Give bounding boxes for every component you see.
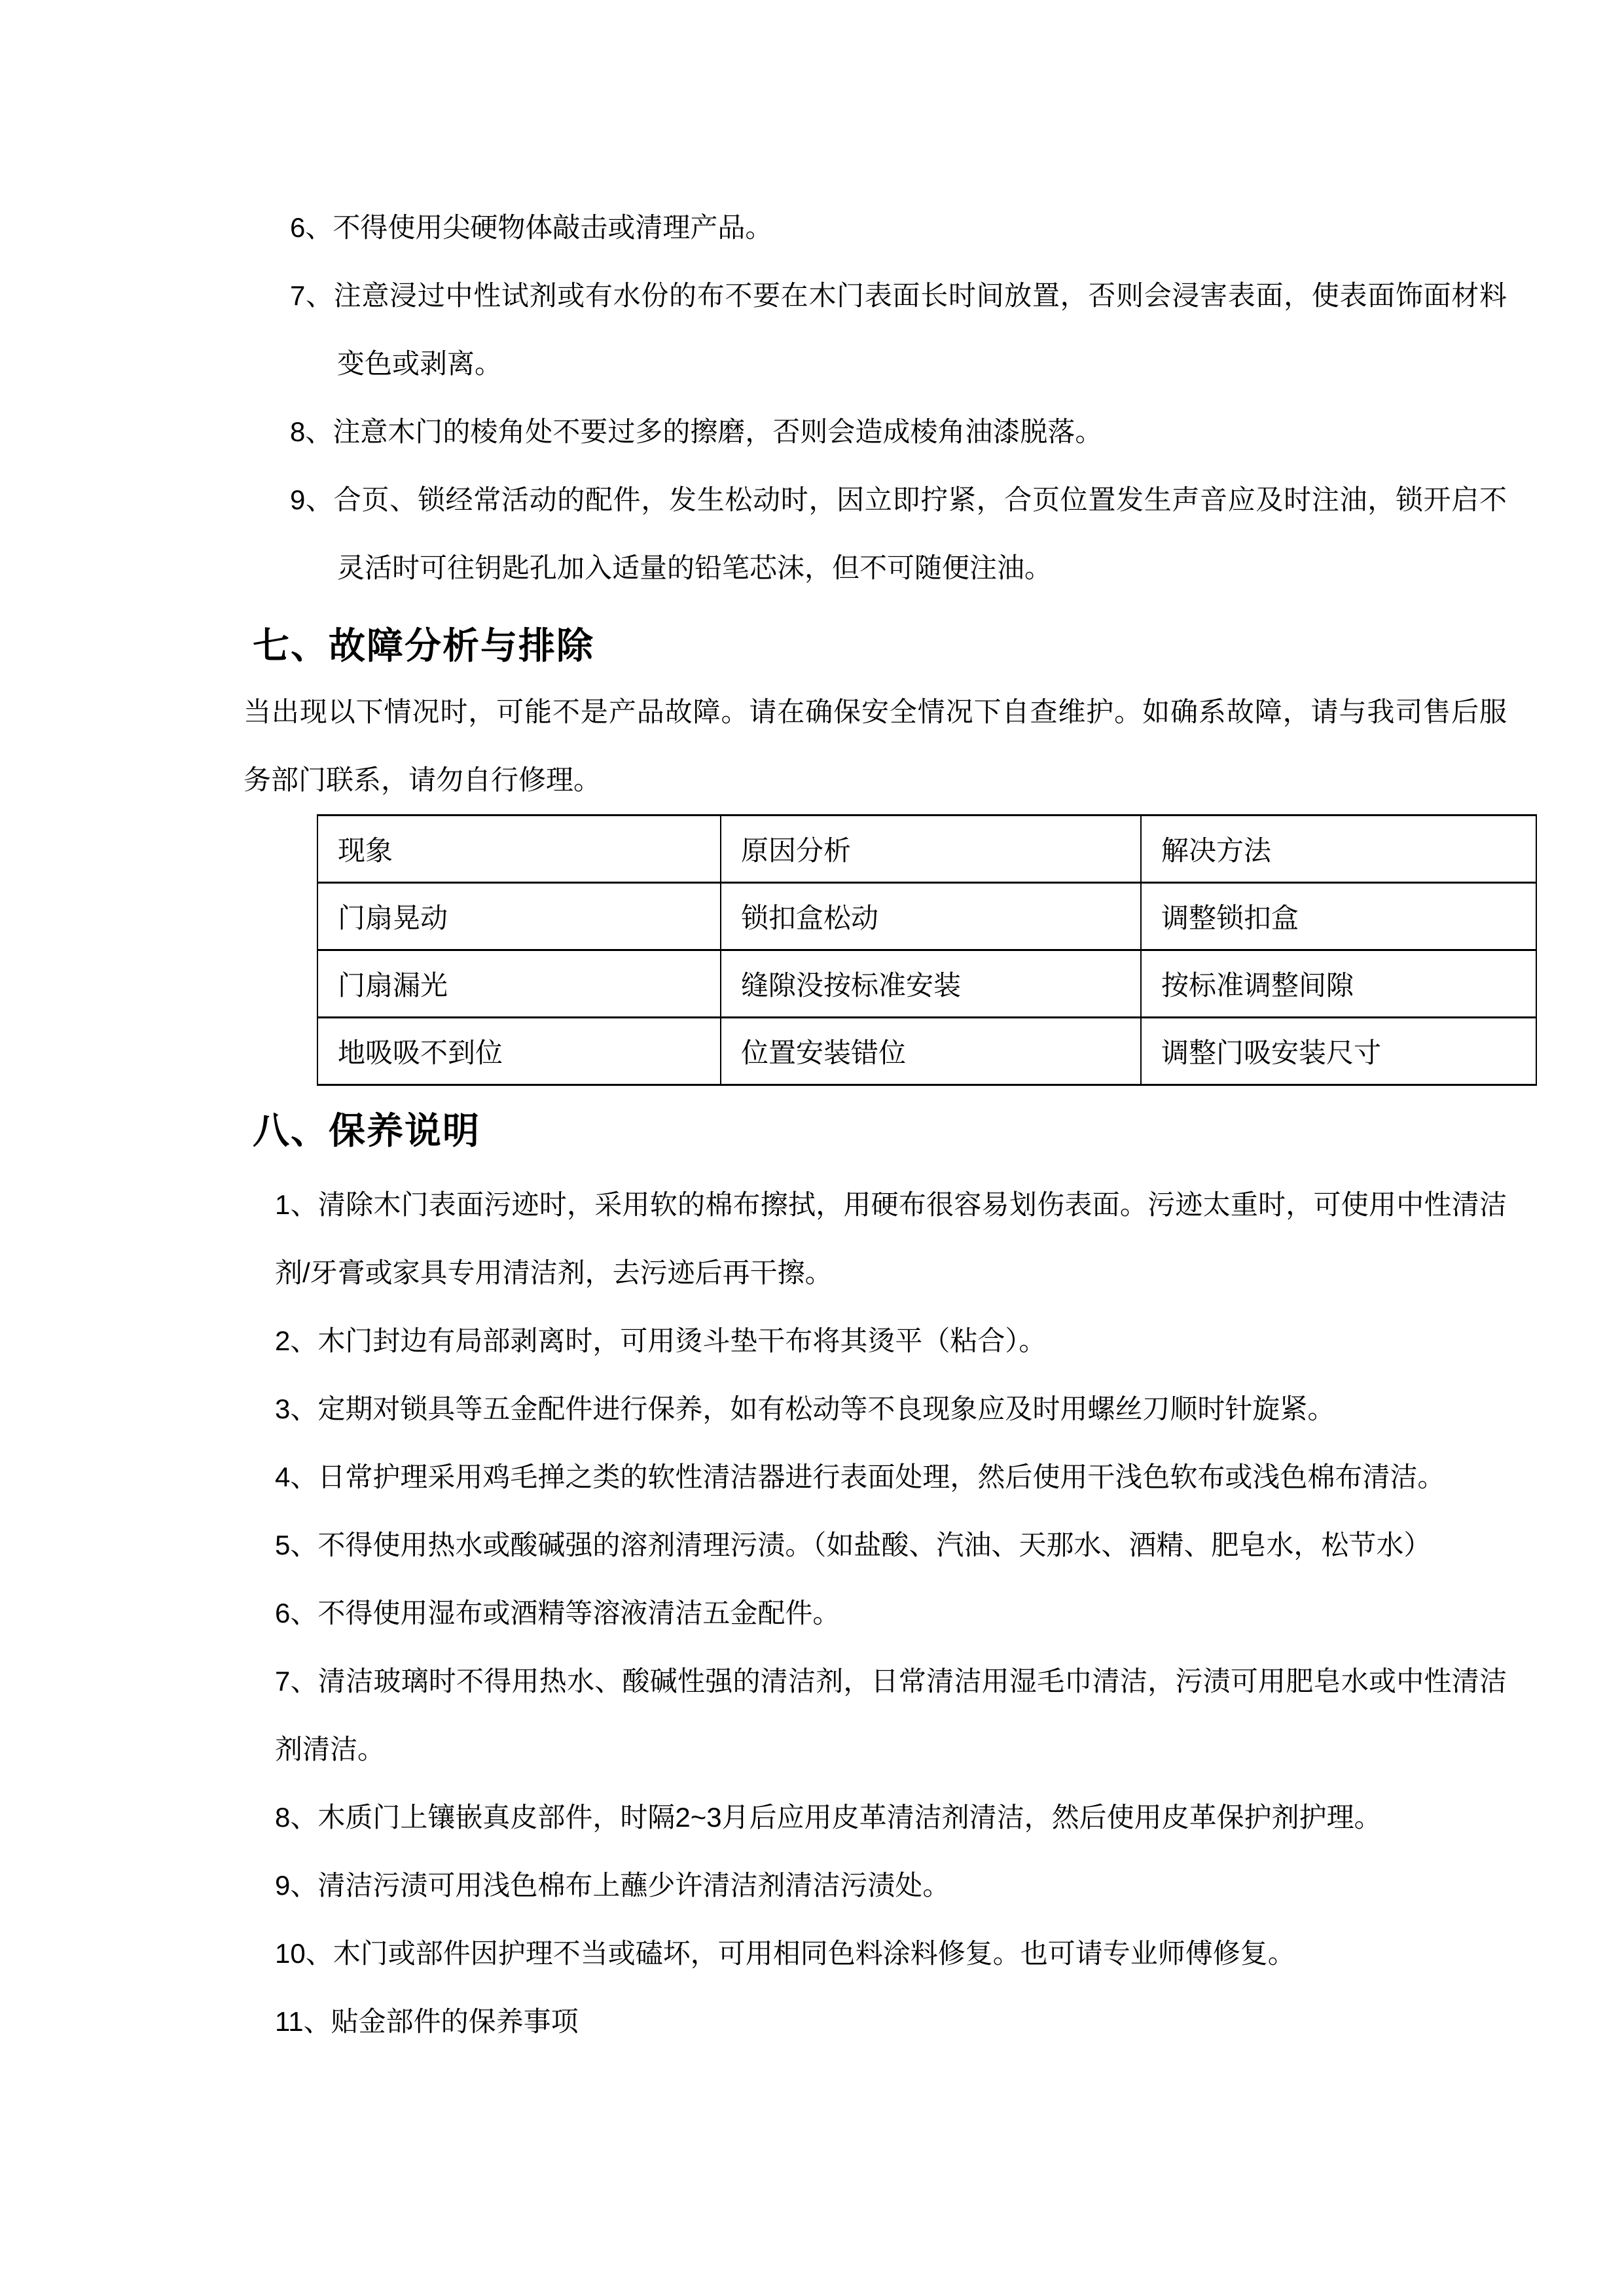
- table-header-cell: 现象: [317, 816, 721, 883]
- item-text: 不得使用热水或酸碱强的溶剂清理污渍。（如盐酸、汽油、天那水、酒精、肥皂水，松节水）: [317, 1530, 1432, 1560]
- item-text: 贴金部件的保养事项: [331, 2006, 579, 2037]
- list-item: [290, 194, 1507, 262]
- item-text: 注意浸过中性试剂或有水份的布不要在木门表面长时间放置，否则会浸害表面，使表面饰面材料变色或剥离。: [333, 280, 1507, 379]
- item-text: 清洁玻璃时不得用热水、酸碱性强的清洁剂，日常清洁用湿毛巾清洁，污渍可用肥皂水或中性清洁剂清洁。: [275, 1666, 1507, 1765]
- list-item: [275, 1988, 1507, 2056]
- list-item: [275, 1375, 1507, 1443]
- list-item: [275, 1920, 1507, 1988]
- list-item: [275, 1171, 1507, 1307]
- item-number: 10、: [275, 1938, 333, 1969]
- item-number: 9、: [290, 484, 334, 515]
- item-text: 日常护理采用鸡毛掸之类的软性清洁器进行表面处理，然后使用干浅色软布或浅色棉布清洁。: [317, 1462, 1445, 1492]
- item-text: 清洁污渍可用浅色棉布上蘸少许清洁剂清洁污渍处。: [317, 1870, 950, 1901]
- item-number: 3、: [275, 1393, 318, 1424]
- item-number: 5、: [275, 1530, 318, 1560]
- table-cell: 调整锁扣盒: [1141, 883, 1536, 950]
- fault-table: [317, 814, 1537, 1086]
- table-row: [317, 883, 1536, 950]
- item-text: 清除木门表面污迹时，采用软的棉布擦拭，用硬布很容易划伤表面。污迹太重时，可使用中性清洁剂/牙膏或家具专用清洁剂，去污迹后再干擦。: [275, 1189, 1507, 1288]
- fault-intro-paragraph: 当出现以下情况时，可能不是产品故障。请在确保安全情况下自查维护。如确系故障，请与我司售后服务部门联系，请勿自行修理。: [244, 696, 1507, 795]
- item-text: 不得使用湿布或酒精等溶液清洁五金配件。: [317, 1598, 840, 1628]
- item-text: 合页、锁经常活动的配件，发生松动时，因立即拧紧，合页位置发生声音应及时注油，锁开启不灵活时可往钥匙孔加入适量的铅笔芯沫，但不可随便注油。: [333, 484, 1507, 583]
- item-number: 7、: [275, 1666, 318, 1696]
- list-item: [290, 466, 1507, 602]
- table-header-cell: 原因分析: [721, 816, 1141, 883]
- section-heading-maintenance: 八、保养说明: [253, 1110, 480, 1151]
- table-cell: 按标准调整间隙: [1141, 950, 1536, 1018]
- table-cell: 锁扣盒松动: [721, 883, 1141, 950]
- item-text: 不得使用尖硬物体敲击或清理产品。: [333, 212, 773, 243]
- table-cell: 位置安装错位: [721, 1018, 1141, 1085]
- section-heading-fault-analysis: 七、故障分析与排除: [253, 625, 594, 666]
- item-number: 6、: [290, 212, 333, 243]
- item-text: 定期对锁具等五金配件进行保养，如有松动等不良现象应及时用螺丝刀顺时针旋紧。: [317, 1393, 1335, 1424]
- table-cell: 门扇晃动: [317, 883, 721, 950]
- list-item: [290, 262, 1507, 398]
- item-number: 7、: [290, 280, 334, 311]
- table-cell: 地吸吸不到位: [317, 1018, 721, 1085]
- table-cell: 缝隙没按标准安装: [721, 950, 1141, 1018]
- list-item: [275, 1647, 1507, 1784]
- table-cell: 门扇漏光: [317, 950, 721, 1018]
- list-item: [275, 1307, 1507, 1375]
- list-item: [275, 1511, 1507, 1579]
- item-text: 木门封边有局部剥离时，可用烫斗垫干布将其烫平（粘合）。: [317, 1325, 1047, 1356]
- item-text: 注意木门的棱角处不要过多的擦磨，否则会造成棱角油漆脱落。: [333, 416, 1103, 447]
- table-header-row: [317, 816, 1536, 883]
- table-header-cell: 解决方法: [1141, 816, 1536, 883]
- list-item: [275, 1784, 1507, 1852]
- list-item: [290, 398, 1507, 466]
- list-item: [275, 1443, 1507, 1511]
- usage-notes-list: [244, 194, 1507, 602]
- item-number: 9、: [275, 1870, 318, 1901]
- item-number: 6、: [275, 1598, 318, 1628]
- table-cell: 调整门吸安装尺寸: [1141, 1018, 1536, 1085]
- maintenance-list: [244, 1171, 1507, 2056]
- item-number: 1、: [275, 1189, 318, 1220]
- item-number: 4、: [275, 1462, 318, 1492]
- item-number: 8、: [275, 1802, 318, 1833]
- item-number: 2、: [275, 1325, 318, 1356]
- item-text: 木质门上镶嵌真皮部件，时隔2~3月后应用皮革清洁剂清洁，然后使用皮革保护剂护理。: [317, 1802, 1382, 1833]
- item-number: 8、: [290, 416, 333, 447]
- list-item: [275, 1579, 1507, 1647]
- item-number: 11、: [275, 2006, 331, 2037]
- list-item: [275, 1852, 1507, 1920]
- table-row: [317, 1018, 1536, 1085]
- item-text: 木门或部件因护理不当或磕坏，可用相同色料涂料修复。也可请专业师傅修复。: [333, 1938, 1295, 1969]
- page-content: [244, 194, 1507, 2056]
- table-row: [317, 950, 1536, 1018]
